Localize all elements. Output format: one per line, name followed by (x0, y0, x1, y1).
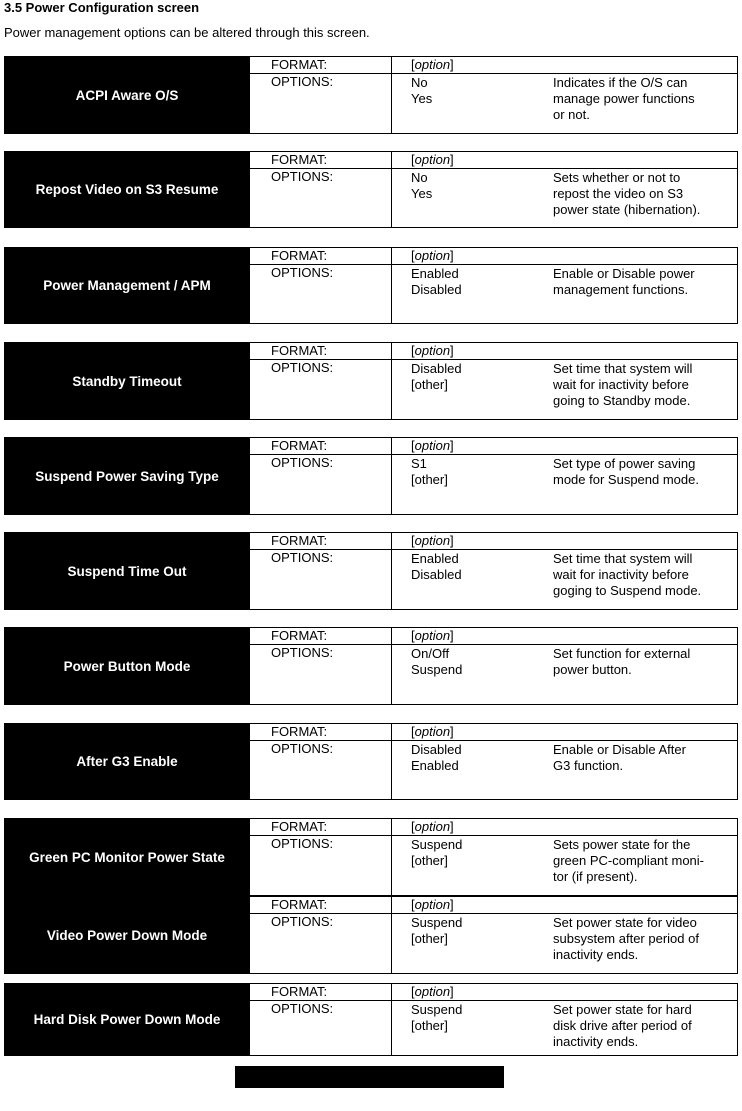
option-description (553, 837, 704, 885)
options-label: OPTIONS: (271, 265, 334, 280)
column-divider (249, 152, 250, 227)
option-values (411, 837, 462, 869)
format-value-text: option (414, 984, 451, 999)
description-line: tor (if present). (553, 869, 638, 884)
format-value: [option] (411, 984, 454, 999)
description-line: subsystem after period of (553, 931, 699, 946)
format-label: FORMAT: (271, 897, 328, 912)
column-divider (249, 343, 250, 419)
option-description (553, 646, 690, 678)
option-values (411, 361, 462, 393)
options-label: OPTIONS: (271, 360, 334, 375)
option-value: Suspend (411, 1002, 463, 1017)
description-line: Indicates if the O/S can (553, 75, 688, 90)
column-divider (391, 343, 392, 419)
column-divider (391, 438, 392, 514)
option-entry (4, 983, 738, 1056)
option-value: Suspend (411, 837, 463, 852)
description-line: disk drive after period of (553, 1018, 692, 1033)
format-value: [option] (411, 628, 454, 643)
description-line: green PC-compliant moni- (553, 853, 705, 868)
option-value: Enabled (411, 551, 459, 566)
column-divider (249, 984, 250, 1055)
page-title: 3.5 Power Configuration screen (4, 0, 200, 15)
format-value-text: option (414, 152, 451, 167)
column-divider (249, 57, 250, 133)
column-divider (391, 57, 392, 133)
description-line: mode for Suspend mode. (553, 472, 699, 487)
option-values (411, 646, 462, 678)
format-value: [option] (411, 533, 454, 548)
option-values (411, 551, 462, 583)
option-description (553, 742, 686, 774)
format-value: [option] (411, 819, 454, 834)
options-label: OPTIONS: (271, 836, 334, 851)
option-description (553, 551, 701, 599)
column-divider (391, 248, 392, 323)
description-line: wait for inactivity before (553, 567, 689, 582)
option-entry (4, 437, 738, 515)
options-label: OPTIONS: (271, 74, 334, 89)
description-line: repost the video on S3 (553, 186, 684, 201)
option-description (553, 75, 695, 123)
format-value-text: option (414, 724, 451, 739)
format-value: [option] (411, 57, 454, 72)
column-divider (249, 628, 250, 704)
description-line: power state (hibernation). (553, 202, 701, 217)
format-value-text: option (414, 628, 451, 643)
option-value: Disabled (411, 742, 462, 757)
options-label: OPTIONS: (271, 1001, 334, 1016)
option-value: [other] (411, 853, 448, 868)
option-entry (4, 723, 738, 800)
options-label: OPTIONS: (271, 455, 334, 470)
format-value: [option] (411, 897, 454, 912)
description-line: Set type of power saving (553, 456, 696, 471)
format-value-text: option (414, 533, 451, 548)
column-divider (249, 248, 250, 323)
entry-label: Standby Timeout (5, 343, 249, 419)
description-line: Enable or Disable power (553, 266, 695, 281)
description-line: Set time that system will (553, 361, 693, 376)
option-value: Disabled (411, 282, 462, 297)
format-label: FORMAT: (271, 343, 328, 358)
format-value: [option] (411, 343, 454, 358)
option-description (553, 456, 699, 488)
description-line: G3 function. (553, 758, 624, 773)
option-value: No (411, 170, 428, 185)
option-entry (4, 342, 738, 420)
description-line: Sets power state for the (553, 837, 691, 852)
column-divider (391, 724, 392, 799)
description-line: manage power functions (553, 91, 695, 106)
column-divider (391, 897, 392, 973)
format-value-text: option (414, 343, 451, 358)
column-divider (391, 819, 392, 895)
column-divider (391, 533, 392, 609)
entry-label: After G3 Enable (5, 724, 249, 799)
format-label: FORMAT: (271, 819, 328, 834)
intro-text: Power management options can be altered through this screen. (4, 25, 370, 40)
option-value: Disabled (411, 567, 462, 582)
description-line: or not. (553, 107, 590, 122)
option-entry (4, 247, 738, 324)
option-description (553, 361, 692, 409)
option-value: Suspend (411, 915, 463, 930)
column-divider (391, 984, 392, 1055)
option-values (411, 742, 462, 774)
column-divider (249, 724, 250, 799)
description-line: Enable or Disable After (553, 742, 686, 757)
description-line: Sets whether or not to (553, 170, 681, 185)
option-entry (4, 627, 738, 705)
option-entry (4, 896, 738, 974)
option-values (411, 456, 448, 488)
description-line: Set power state for hard (553, 1002, 692, 1017)
option-entry (4, 818, 738, 896)
format-label: FORMAT: (271, 724, 328, 739)
description-line: inactivity ends. (553, 1034, 639, 1049)
option-value: Yes (411, 186, 433, 201)
option-value: Suspend (411, 662, 463, 677)
format-value-text: option (414, 57, 451, 72)
entry-label: Hard Disk Power Down Mode (5, 984, 249, 1055)
option-value: Yes (411, 91, 433, 106)
options-label: OPTIONS: (271, 645, 334, 660)
footer-bar (235, 1066, 504, 1088)
option-entry (4, 56, 738, 134)
option-value: Disabled (411, 361, 462, 376)
entry-label: Suspend Time Out (5, 533, 249, 609)
format-value-text: option (414, 248, 451, 263)
entry-label: Suspend Power Saving Type (5, 438, 249, 514)
entry-label: Power Button Mode (5, 628, 249, 704)
format-label: FORMAT: (271, 628, 328, 643)
column-divider (249, 897, 250, 973)
option-value: [other] (411, 472, 448, 487)
options-label: OPTIONS: (271, 914, 334, 929)
column-divider (391, 152, 392, 227)
format-value: [option] (411, 438, 454, 453)
description-line: inactivity ends. (553, 947, 639, 962)
description-line: power button. (553, 662, 632, 677)
options-label: OPTIONS: (271, 169, 334, 184)
format-value: [option] (411, 152, 454, 167)
format-value-text: option (414, 438, 451, 453)
option-value: Enabled (411, 266, 459, 281)
format-value: [option] (411, 724, 454, 739)
entry-label: Video Power Down Mode (5, 897, 249, 973)
format-label: FORMAT: (271, 438, 328, 453)
format-value-text: option (414, 819, 451, 834)
format-label: FORMAT: (271, 533, 328, 548)
option-value: Enabled (411, 758, 459, 773)
description-line: going to Standby mode. (553, 393, 691, 408)
option-value: [other] (411, 377, 448, 392)
option-value: [other] (411, 1018, 448, 1033)
entry-label: ACPI Aware O/S (5, 57, 249, 133)
option-description (553, 170, 700, 218)
option-values (411, 75, 432, 107)
option-values (411, 266, 462, 298)
option-values (411, 170, 432, 202)
options-label: OPTIONS: (271, 741, 334, 756)
column-divider (249, 438, 250, 514)
option-values (411, 1002, 462, 1034)
description-line: Set power state for video (553, 915, 697, 930)
option-description (553, 266, 695, 298)
description-line: Set function for external (553, 646, 691, 661)
option-value: [other] (411, 931, 448, 946)
option-value: No (411, 75, 428, 90)
option-entry (4, 151, 738, 228)
column-divider (249, 533, 250, 609)
format-label: FORMAT: (271, 248, 328, 263)
option-entry (4, 532, 738, 610)
description-line: goging to Suspend mode. (553, 583, 702, 598)
description-line: Set time that system will (553, 551, 693, 566)
format-value-text: option (414, 897, 451, 912)
entry-label: Repost Video on S3 Resume (5, 152, 249, 227)
column-divider (249, 819, 250, 895)
option-values (411, 915, 462, 947)
entry-label: Green PC Monitor Power State (5, 819, 249, 895)
options-label: OPTIONS: (271, 550, 334, 565)
format-label: FORMAT: (271, 984, 328, 999)
option-description (553, 1002, 692, 1050)
option-value: On/Off (411, 646, 450, 661)
description-line: management functions. (553, 282, 689, 297)
option-description (553, 915, 699, 963)
column-divider (391, 628, 392, 704)
description-line: wait for inactivity before (553, 377, 689, 392)
format-value: [option] (411, 248, 454, 263)
format-label: FORMAT: (271, 57, 328, 72)
entry-label: Power Management / APM (5, 248, 249, 323)
option-value: S1 (411, 456, 427, 471)
format-label: FORMAT: (271, 152, 328, 167)
